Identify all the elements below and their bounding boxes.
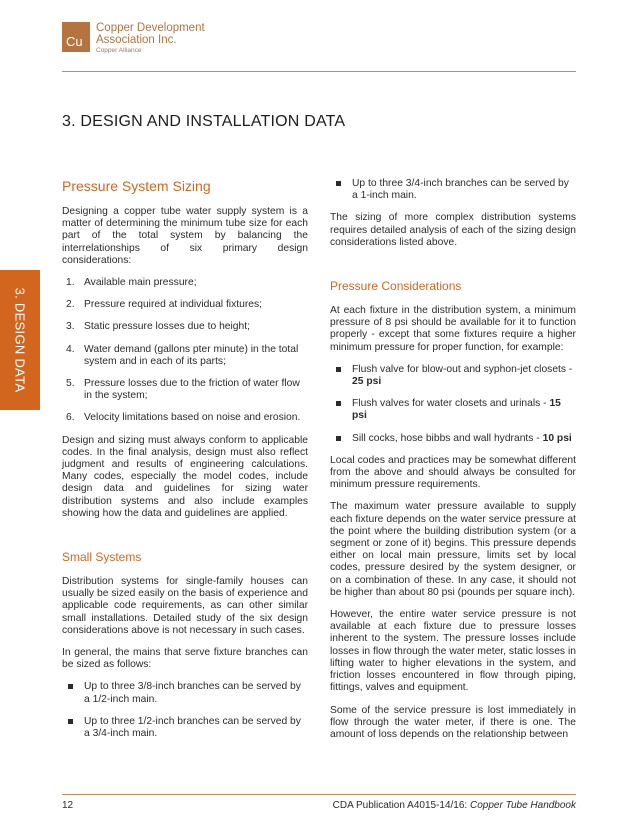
mains-paragraph: In general, the mains that serve fixture branches can be sized as follows: <box>62 647 308 671</box>
list-item: 3. Static pressure losses due to height; <box>66 321 250 333</box>
bullet-icon <box>68 719 73 724</box>
header-rule <box>62 71 576 72</box>
publication-id: CDA Publication A4015-14/16: <box>332 800 470 811</box>
bullet-icon <box>336 401 341 406</box>
bullet-icon <box>336 436 341 441</box>
branches-list-continued <box>330 178 576 202</box>
list-item: 4. Water demand (gallons pter minute) in the total system and in each of its parts; <box>66 343 299 367</box>
list-item: 6. Velocity limitations based on noise and erosion. <box>66 412 301 424</box>
fixture-pressures-list <box>330 364 576 445</box>
list-item: Up to three 3/4-inch branches can be served by a 1-inch main. <box>330 178 576 202</box>
list-item: 1. Available main pressure; <box>66 277 197 289</box>
cu-logo-mark: Cu <box>62 22 90 52</box>
small-systems-paragraph: Distribution systems for single-family houses can usually be sized easily on the basis of experience and applicable code requirements, as can other similar small installations. Detailed study of the six design considerations above is not necessary in such cases. <box>62 576 308 636</box>
list-item: Sill cocks, hose bibbs and wall hydrants - 10 psi <box>330 433 576 445</box>
pressure-considerations-paragraph: At each fixture in the distribution system, a minimum pressure of 8 psi should be available for it to function properly - except that some fixtures require a higher minimum pressure for proper function, for example: <box>330 305 576 353</box>
side-tab-label: 3. DESIGN DATA <box>12 287 28 393</box>
publication-footer <box>333 800 576 811</box>
handbook-title: Copper Tube Handbook <box>470 800 576 811</box>
right-column <box>330 178 576 751</box>
bullet-icon <box>336 367 341 372</box>
complex-systems-paragraph: The sizing of more complex distribution systems requires detailed analysis of each of the sizing design considerations listed above. <box>330 212 576 248</box>
footer-rule <box>62 794 576 795</box>
logo-line-1: Copper Development <box>96 22 205 34</box>
list-item: Up to three 3/8-inch branches can be served by a 1/2-inch main. <box>62 681 308 705</box>
logo-line-2: Association Inc. <box>96 34 177 46</box>
maximum-pressure-paragraph: The maximum water pressure available to supply each fixture depends on the water service pressure at the point where the building distribution system (or a segment or zone of it) begins. This pressure depends either on local main pressure, limits set by local codes, pressure desired by the system designer, or on a combination of these. In any case, it should not be higher than about 80 psi (pounds per square inch). <box>330 501 576 598</box>
pressure-considerations-heading: Pressure Considerations <box>330 279 462 294</box>
bullet-icon <box>336 181 341 186</box>
water-meter-paragraph: Some of the service pressure is lost immediately in flow through the water meter, if there is one. The amount of loss depends on the relationship between <box>330 704 576 740</box>
section-title: 3. DESIGN AND INSTALLATION DATA <box>62 113 346 130</box>
intro-paragraph: Designing a copper tube water supply system is a matter of determining the minimum tube size for each part of the total system by balancing the interrelationships of six primary design considerations: <box>62 206 308 266</box>
local-codes-paragraph: Local codes and practices may be somewhat different from the above and should always be consulted for minimum pressure requirements. <box>330 454 576 491</box>
page-number: 12 <box>62 800 74 811</box>
branches-list <box>62 681 308 740</box>
cda-logo <box>62 22 205 56</box>
pressure-system-sizing-heading: Pressure System Sizing <box>62 178 211 194</box>
bullet-icon <box>68 684 73 689</box>
design-considerations-list <box>62 277 308 425</box>
pressure-losses-paragraph: However, the entire water service pressure is not available at each fixture due to pressure losses inherent to the system. The pressure losses include losses in flow through the water meter, static losses in lifting water to higher elevations in the system, and friction losses encountered in flow through piping, fittings, valves and equipment. <box>330 609 576 694</box>
left-column <box>62 178 308 750</box>
design-paragraph: Design and sizing must always conform to applicable codes. In the final analysis, design must also reflect judgment and results of engineering calculations. Many codes, especially the model codes, include design data and guidelines for sizing water distribution systems and also include examples showing how the data and guidelines are applied. <box>62 434 308 519</box>
list-item: 2. Pressure required at individual fixtures; <box>66 299 262 311</box>
small-systems-heading: Small Systems <box>62 550 142 565</box>
side-tab <box>0 270 40 410</box>
list-item: Flush valves for water closets and urinals - 15 psi <box>330 398 576 422</box>
logo-text <box>96 22 205 56</box>
logo-line-3: Copper Alliance <box>96 47 142 54</box>
list-item: Flush valve for blow-out and syphon-jet closets - 25 psi <box>330 364 576 388</box>
list-item: 5. Pressure losses due to the friction of water flow in the system; <box>66 378 300 402</box>
list-item: Up to three 1/2-inch branches can be served by a 3/4-inch main. <box>62 716 308 740</box>
